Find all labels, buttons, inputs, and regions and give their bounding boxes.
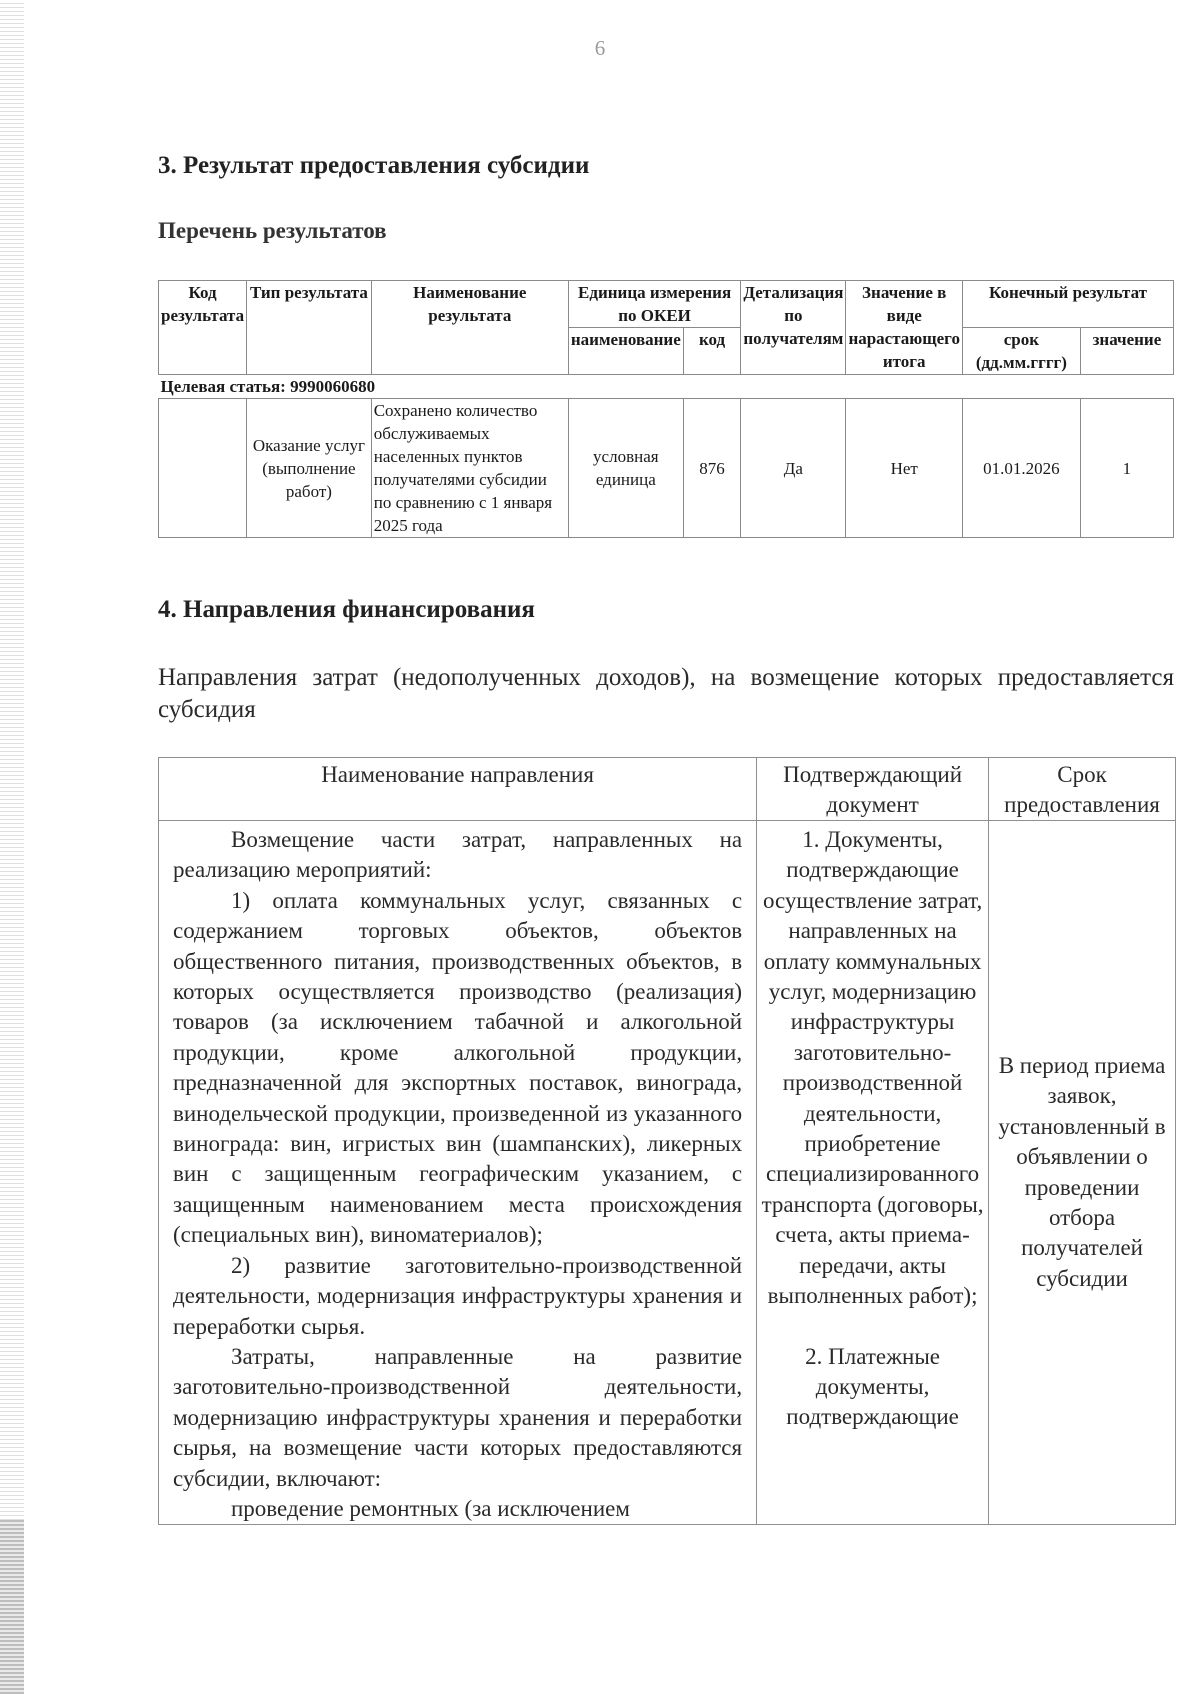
header-unit-name: наименование xyxy=(568,328,683,375)
target-article-row xyxy=(159,375,1174,399)
header-final: Конечный результат xyxy=(962,281,1173,328)
header-final-date: срок (дд.мм.гггг) xyxy=(962,328,1080,375)
directions-intro: Направления затрат (недополученных доходов), на возмещение которых предоставляется субсидия xyxy=(158,664,1174,723)
header-unit: Единица измерения по ОКЕИ xyxy=(568,281,740,328)
cell-term: В период приема заявок, установленный в объявлении о проведении отбора получателей субсидии xyxy=(989,821,1176,1525)
cell-type: Оказание услуг (выполнение работ) xyxy=(247,399,372,538)
spacer xyxy=(757,1312,988,1342)
direction-paragraph: 2) развитие заготовительно-производственной деятельности, модернизация инфраструктуры хранения и переработки сырья. xyxy=(173,1252,743,1339)
document-item: 1. Документы, подтверждающие осуществление затрат, направленных на оплату коммунальных услуг, модернизацию инфраструктуры заготовительно-производственной деятельности, приобретение специализированного транспорта (договоры, счета, акты приема-передачи, акты выполненных работ); xyxy=(761,827,984,1309)
cell-value: 1 xyxy=(1080,399,1173,538)
header-unit-code: код xyxy=(683,328,741,375)
header-final-value: значение xyxy=(1080,328,1173,375)
header-type: Тип результата xyxy=(247,281,372,375)
direction-paragraph: Затраты, направленные на развитие заготовительно-производственной деятельности, модернизацию инфраструктуры хранения и переработки сырья, на возмещение части которых предоставляются субсидии, включают: xyxy=(173,1343,743,1491)
header-document: Подтверждающий документ xyxy=(757,758,989,821)
table-row xyxy=(159,399,1174,538)
header-cumulative: Значение в виде нарастающего итога xyxy=(846,281,963,375)
header-term: Срок предоставления xyxy=(989,758,1176,821)
header-name: Наименование результата xyxy=(371,281,568,375)
section-3-title: 3. Результат предоставления субсидии xyxy=(158,152,590,179)
cell-unit-code: 876 xyxy=(683,399,741,538)
section-4-title: 4. Направления финансирования xyxy=(158,596,535,623)
cell-name: Сохранено количество обслуживаемых населенных пунктов получателями субсидии по сравнению с 1 января 2025 года xyxy=(371,399,568,538)
binding-strip xyxy=(0,0,24,1694)
direction-paragraph: Возмещение части затрат, направленных на реализацию мероприятий: xyxy=(173,827,743,883)
header-row xyxy=(159,281,1174,328)
cell-detail: Да xyxy=(741,399,846,538)
direction-paragraph: проведение ремонтных (за исключением xyxy=(231,1495,630,1521)
document-item: 2. Платежные документы, подтверждающие xyxy=(786,1343,959,1430)
cell-unit-name: условная единица xyxy=(568,399,683,538)
header-code: Код результата xyxy=(159,281,247,375)
directions-table xyxy=(158,757,1176,1525)
header-row xyxy=(159,758,1176,821)
direction-paragraph: 1) оплата коммунальных услуг, связанных с содержанием торговых объектов, объектов общественного питания, производственных объектов, в которых осуществляется производство (реализация) товаров (за исключением табачной и алкогольной продукции, кроме алкогольной продукции, предназначенной для экспортных поставок, винограда, винодельческой продукции, произведенной из указанного винограда: вин, игристых вин (шампанских), ликерных вин с защищенным географическим указанием, с защищенным наименованием места происхождения (специальных вин), виноматериалов); xyxy=(173,887,743,1248)
results-table xyxy=(158,280,1174,538)
results-list-title: Перечень результатов xyxy=(158,218,387,243)
header-detail: Детализация по получателям xyxy=(741,281,846,375)
binding-strip-dark xyxy=(0,1520,24,1694)
cell-direction xyxy=(159,821,757,1525)
cell-document xyxy=(757,821,989,1525)
page-number: 6 xyxy=(594,36,606,60)
cell-date: 01.01.2026 xyxy=(962,399,1080,538)
table-row xyxy=(159,821,1176,1525)
cell-code xyxy=(159,399,247,538)
header-direction: Наименование направления xyxy=(159,758,757,821)
cell-cumulative: Нет xyxy=(846,399,963,538)
target-article: Целевая статья: 9990060680 xyxy=(159,375,1174,399)
